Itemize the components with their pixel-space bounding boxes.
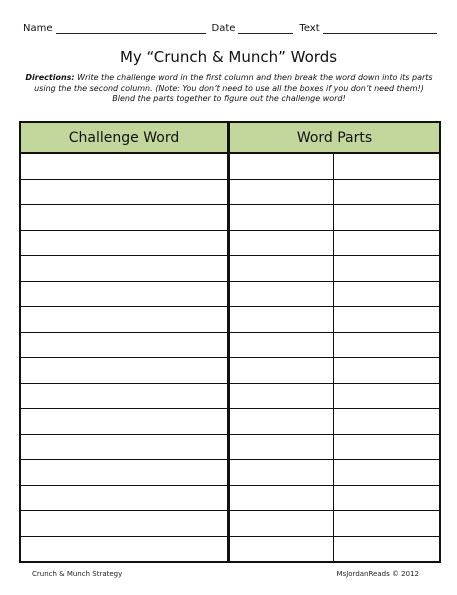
word-part-cell-2[interactable]	[334, 205, 439, 230]
table-row	[21, 205, 439, 230]
challenge-word-cell[interactable]	[21, 409, 227, 434]
word-part-cell-2[interactable]	[334, 282, 439, 307]
challenge-word-cell[interactable]	[21, 384, 227, 409]
word-part-cell-2[interactable]	[334, 460, 439, 485]
word-part-cell-2[interactable]	[334, 435, 439, 460]
table-header-row	[21, 123, 439, 152]
table-row	[21, 307, 439, 332]
word-part-cell-2[interactable]	[334, 180, 439, 205]
word-part-cell-1[interactable]	[230, 231, 333, 256]
challenge-word-cell[interactable]	[21, 537, 227, 562]
challenge-word-header: Challenge Word	[21, 123, 227, 152]
challenge-word-cell[interactable]	[21, 154, 227, 179]
word-part-cell-2[interactable]	[334, 307, 439, 332]
challenge-word-cell[interactable]	[21, 205, 227, 230]
name-line[interactable]	[56, 23, 206, 34]
table-row	[21, 282, 439, 307]
table-row	[21, 511, 439, 536]
word-part-cell-2[interactable]	[334, 486, 439, 511]
table-row	[21, 256, 439, 281]
table-row	[21, 384, 439, 409]
table-row	[21, 154, 439, 179]
challenge-word-cell[interactable]	[21, 358, 227, 383]
word-part-cell-1[interactable]	[230, 256, 333, 281]
word-parts-header: Word Parts	[230, 123, 439, 152]
word-table	[19, 121, 441, 563]
challenge-word-cell[interactable]	[21, 435, 227, 460]
word-part-cell-1[interactable]	[230, 358, 333, 383]
word-part-cell-2[interactable]	[334, 358, 439, 383]
word-part-cell-1[interactable]	[230, 511, 333, 536]
challenge-word-cell[interactable]	[21, 180, 227, 205]
challenge-word-cell[interactable]	[21, 256, 227, 281]
word-part-cell-1[interactable]	[230, 333, 333, 358]
word-part-cell-2[interactable]	[334, 256, 439, 281]
challenge-word-cell[interactable]	[21, 486, 227, 511]
word-part-cell-2[interactable]	[334, 384, 439, 409]
word-part-cell-1[interactable]	[230, 486, 333, 511]
date-line[interactable]	[238, 23, 293, 34]
directions-label: Directions:	[25, 73, 75, 82]
word-part-cell-2[interactable]	[334, 511, 439, 536]
challenge-word-cell[interactable]	[21, 460, 227, 485]
name-label: Name	[23, 23, 53, 34]
table-row	[21, 486, 439, 511]
table-row	[21, 231, 439, 256]
table-row	[21, 358, 439, 383]
directions-text: Write the challenge word in the first column and then break the word down into its parts using the the second column. (Note: You don’t need to use all the boxes if you don’t need them!) Blend the parts together to figure out the challenge word!	[34, 73, 433, 103]
table-row	[21, 435, 439, 460]
table-row	[21, 180, 439, 205]
word-part-cell-1[interactable]	[230, 205, 333, 230]
word-part-cell-1[interactable]	[230, 282, 333, 307]
word-part-cell-1[interactable]	[230, 307, 333, 332]
page-title: My “Crunch & Munch” Words	[119, 48, 338, 66]
footer-left: Crunch & Munch Strategy	[32, 570, 123, 578]
table-row	[21, 409, 439, 434]
challenge-word-cell[interactable]	[21, 231, 227, 256]
directions	[22, 73, 436, 105]
word-part-cell-2[interactable]	[334, 231, 439, 256]
text-line[interactable]	[323, 23, 437, 34]
word-part-cell-1[interactable]	[230, 460, 333, 485]
word-part-cell-1[interactable]	[230, 384, 333, 409]
date-label: Date	[211, 23, 236, 34]
word-part-cell-2[interactable]	[334, 333, 439, 358]
table-row	[21, 333, 439, 358]
table-row	[21, 537, 439, 562]
word-part-cell-1[interactable]	[230, 180, 333, 205]
word-part-cell-1[interactable]	[230, 409, 333, 434]
table-rows	[21, 154, 439, 562]
text-label: Text	[299, 23, 320, 34]
word-part-cell-2[interactable]	[334, 537, 439, 562]
footer-right: MsJordanReads © 2012	[336, 570, 419, 578]
challenge-word-cell[interactable]	[21, 307, 227, 332]
challenge-word-cell[interactable]	[21, 511, 227, 536]
word-part-cell-2[interactable]	[334, 409, 439, 434]
word-part-cell-1[interactable]	[230, 154, 333, 179]
header-fields	[23, 23, 437, 34]
word-part-cell-1[interactable]	[230, 435, 333, 460]
word-part-cell-2[interactable]	[334, 154, 439, 179]
challenge-word-cell[interactable]	[21, 333, 227, 358]
challenge-word-cell[interactable]	[21, 282, 227, 307]
word-part-cell-1[interactable]	[230, 537, 333, 562]
table-row	[21, 460, 439, 485]
